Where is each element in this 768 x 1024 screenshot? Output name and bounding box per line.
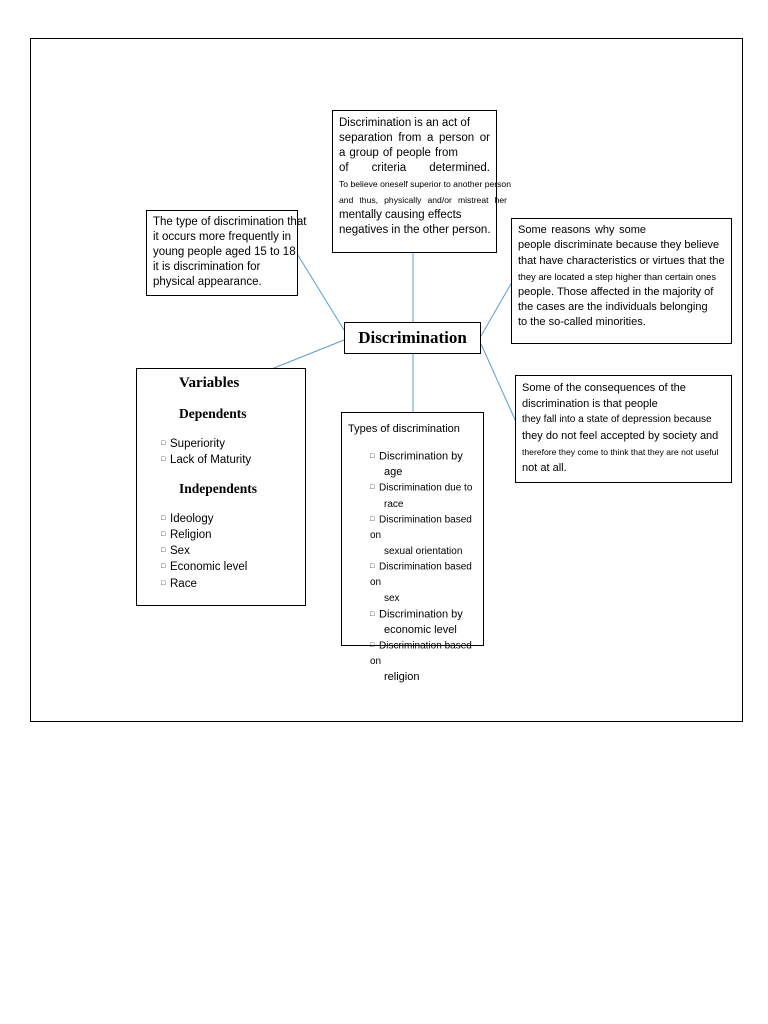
variable-item: □ Lack of Maturity [161,454,252,467]
consequences-line: Some of the consequences of the [522,382,686,394]
consequences-line: they fall into a state of depression because [522,414,712,425]
consequences-line: not at all. [522,462,567,474]
type-item: □ Discrimination based on sexual orientation [370,514,472,557]
dependents-title: Dependents [179,406,247,421]
consequences-line: they do not feel accepted by society and [522,430,719,442]
frequency-box [146,210,307,296]
consequences-line: discrimination is that people [522,398,658,410]
definition-line-8: negatives in the other person. [339,224,491,236]
connector-consequences [481,344,517,424]
types-title: Types of discrimination [348,423,460,435]
type-item: □ Discrimination by economic level [370,608,463,636]
definition-box [332,110,511,253]
connector-variables [274,340,344,368]
independents-title: Independents [179,480,258,496]
type-item: □ Discrimination by age [370,450,463,478]
reasons-line-4: they are located a step higher than certain ones [518,271,717,283]
frequency-line: The type of discrimination that [153,216,307,228]
reasons-line-2: people discriminate because they believe [518,239,720,252]
definition-line-7: mentally causing effects [339,209,462,221]
definition-line-4: of criteria determined. [339,162,490,174]
connector-frequency [296,252,344,330]
reasons-line-1: Some reasons why some [518,224,646,236]
reasons-box [511,218,732,344]
reasons-line-3: that have characteristics or virtues that the [518,254,725,267]
variables-title: Variables [179,375,240,391]
type-item: □ Discrimination due to race [370,482,473,510]
definition-line-6: and thus, physically and/or mistreat her [339,195,507,205]
frequency-line: it occurs more frequently in [153,231,292,243]
definition-line-2: separation from a person or [339,132,490,144]
consequences-line: therefore they come to think that they are not useful [522,447,719,457]
central-topic [344,322,481,354]
connector-reasons [481,282,512,336]
definition-line-5: To believe oneself superior to another person [339,179,511,189]
reasons-line-5: people. Those affected in the majority of [518,285,714,298]
consequences-box [515,375,732,483]
variable-item: □ Sex [161,544,190,557]
type-item: □ Discrimination based on religion [370,640,472,684]
variable-item: □ Ideology [161,512,214,525]
frequency-line: it is discrimination for [153,261,261,273]
variable-item: □ Race [161,577,197,590]
variable-item: □ Economic level [161,561,248,574]
frequency-line: young people aged 15 to 18 [153,246,296,258]
variables-box [136,368,306,606]
definition-line-1: Discrimination is an act of [339,117,471,129]
reasons-line-7: to the so-called minorities. [518,316,646,329]
types-box [341,412,484,684]
central-topic-label: Discrimination [358,328,467,347]
frequency-line: physical appearance. [153,276,262,288]
type-item: □ Discrimination based on sex [370,561,472,604]
definition-line-3: a group of people from [339,147,458,159]
variable-item: □ Superiority [161,437,225,450]
variable-item: □ Religion [161,528,212,541]
reasons-line-6: the cases are the individuals belonging [518,301,708,314]
